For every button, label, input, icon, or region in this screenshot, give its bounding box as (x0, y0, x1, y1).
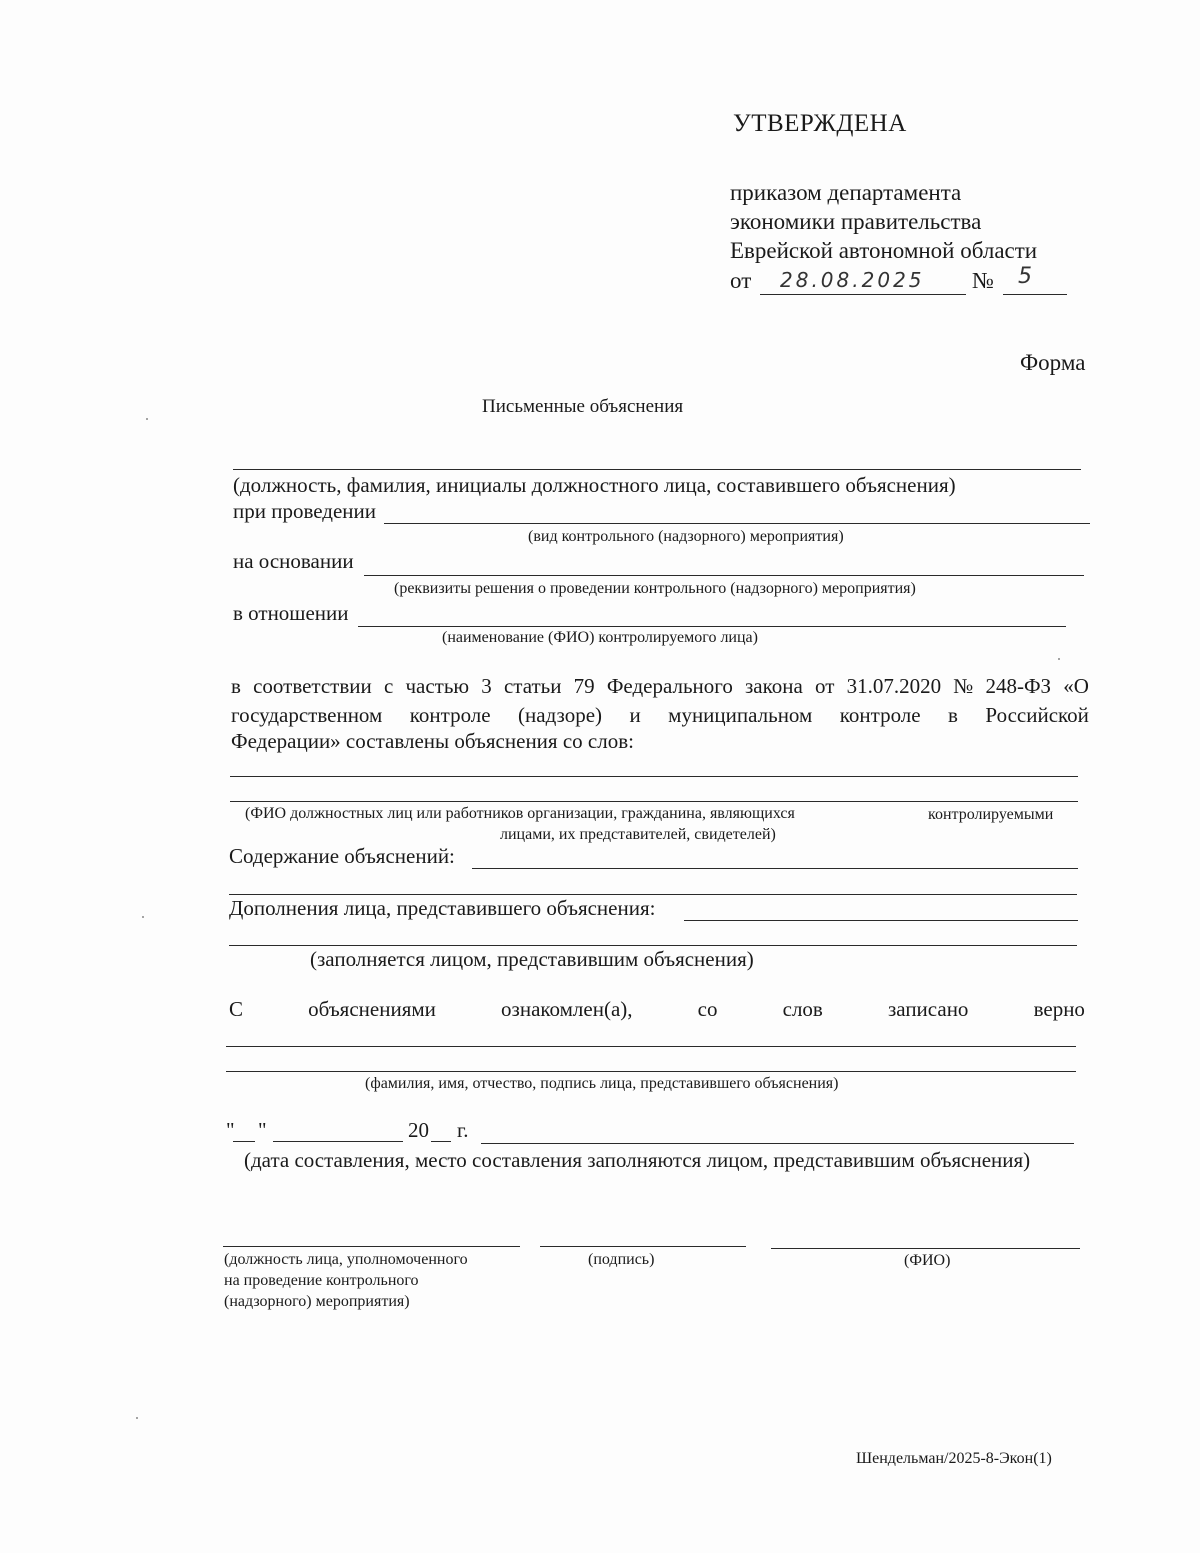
word: в (948, 703, 958, 727)
law-paragraph-line-1 (231, 674, 1089, 699)
approval-date-prefix: от (730, 268, 752, 293)
position-caption-line-3: (надзорного) мероприятия) (224, 1293, 410, 1310)
additions-label: Дополнения лица, представившего объяснения: (229, 896, 656, 920)
date-caption: (дата составления, место составления заполняются лицом, представившим объяснения) (244, 1148, 1031, 1172)
position-sign-line (223, 1246, 520, 1247)
additions-line-2 (229, 945, 1077, 946)
signature-caption: (подпись) (588, 1251, 655, 1268)
approval-date-handwritten: 28.08.2025 (780, 268, 925, 292)
content-line-1 (472, 868, 1078, 869)
persons-caption-left: (ФИО должностных лиц или работников организации, гражданина, являющихся (245, 805, 795, 822)
word: Российской (985, 703, 1089, 727)
regarding-caption: (наименование (ФИО) контролируемого лица) (442, 629, 758, 646)
approval-number-line (1003, 294, 1067, 295)
form-label: Форма (1020, 350, 1086, 375)
signer-caption: (фамилия, имя, отчество, подпись лица, представившего объяснения) (365, 1075, 839, 1092)
signature-line (540, 1246, 746, 1247)
fio-line (771, 1248, 1080, 1249)
footer-code: Шендельман/2025-8-Экон(1) (856, 1450, 1052, 1467)
scan-speck (136, 1417, 138, 1419)
official-line (233, 469, 1081, 470)
regarding-label: в отношении (233, 601, 349, 625)
filled-by-caption: (заполняется лицом, представившим объяснения) (310, 947, 754, 971)
date-month-line (273, 1141, 403, 1142)
word: закона (745, 674, 803, 698)
basis-line (364, 575, 1084, 576)
word: верно (1033, 997, 1085, 1021)
word: муниципальном (668, 703, 813, 727)
persons-caption-right: контролируемыми (928, 806, 1054, 823)
word: 79 (573, 674, 595, 698)
signer-line-1 (226, 1046, 1076, 1047)
word: 31.07.2020 (846, 674, 942, 698)
approval-number-prefix: № (972, 268, 994, 293)
law-paragraph-line-3: Федерации» составлены объяснения со слов: (231, 729, 634, 753)
date-quote-open: " (226, 1118, 235, 1142)
word: в (231, 674, 241, 698)
date-place-line (481, 1143, 1074, 1144)
word: частью (405, 674, 470, 698)
basis-label: на основании (233, 549, 354, 573)
scan-speck (142, 916, 144, 918)
date-year-prefix: 20 (408, 1118, 429, 1142)
date-year-suffix: г. (457, 1118, 469, 1142)
date-day-line (233, 1141, 255, 1142)
word: «О (1063, 674, 1089, 698)
approval-line-2: экономики правительства (730, 209, 982, 234)
word: от (815, 674, 835, 698)
acknowledged-line (229, 997, 1085, 1022)
word: контроле (409, 703, 491, 727)
word: соответствии (253, 674, 372, 698)
word: (надзоре) (518, 703, 603, 727)
approval-heading: УТВЕРЖДЕНА (733, 110, 907, 137)
approval-line-1: приказом департамента (730, 180, 962, 205)
approval-date-line (760, 294, 966, 295)
scan-speck (146, 418, 148, 420)
during-line (384, 523, 1090, 524)
word: 3 (481, 674, 492, 698)
date-quote-close: " (258, 1118, 267, 1142)
during-caption: (вид контрольного (надзорного) мероприятия) (528, 528, 844, 545)
regarding-line (358, 626, 1066, 627)
word: государственном (231, 703, 383, 727)
word: объяснениями (308, 997, 436, 1021)
word: ознакомлен(а), (501, 997, 633, 1021)
word: с (383, 674, 394, 698)
scan-speck (1058, 658, 1060, 660)
document-title: Письменные объяснения (482, 396, 684, 417)
basis-caption: (реквизиты решения о проведении контрольного (надзорного) мероприятия) (394, 580, 916, 597)
during-label: при проведении (233, 499, 377, 523)
word: и (629, 703, 641, 727)
law-paragraph-line-2 (231, 703, 1089, 728)
signer-line-2 (226, 1071, 1076, 1072)
fio-caption: (ФИО) (904, 1252, 951, 1269)
word: 248-ФЗ (985, 674, 1052, 698)
word: С (229, 997, 244, 1021)
word: слов (782, 997, 823, 1021)
position-caption-line-2: на проведение контрольного (224, 1272, 419, 1289)
persons-caption-line-2: лицами, их представителей, свидетелей) (500, 826, 776, 843)
content-line-2 (229, 894, 1077, 895)
word: контроле (839, 703, 921, 727)
word: Федерального (606, 674, 733, 698)
word: № (953, 674, 974, 698)
date-year-line (431, 1141, 451, 1142)
word: статьи (503, 674, 562, 698)
word: со (697, 997, 718, 1021)
word: записано (887, 997, 969, 1021)
content-label: Содержание объяснений: (229, 844, 455, 868)
persons-line-2 (230, 801, 1078, 802)
approval-number-handwritten: 5 (1018, 264, 1035, 289)
additions-line-1 (684, 920, 1078, 921)
persons-line-1 (230, 776, 1078, 777)
approval-line-3: Еврейской автономной области (730, 238, 1038, 263)
position-caption-line-1: (должность лица, уполномоченного (224, 1251, 468, 1268)
official-caption: (должность, фамилия, инициалы должностного лица, составившего объяснения) (233, 473, 956, 497)
